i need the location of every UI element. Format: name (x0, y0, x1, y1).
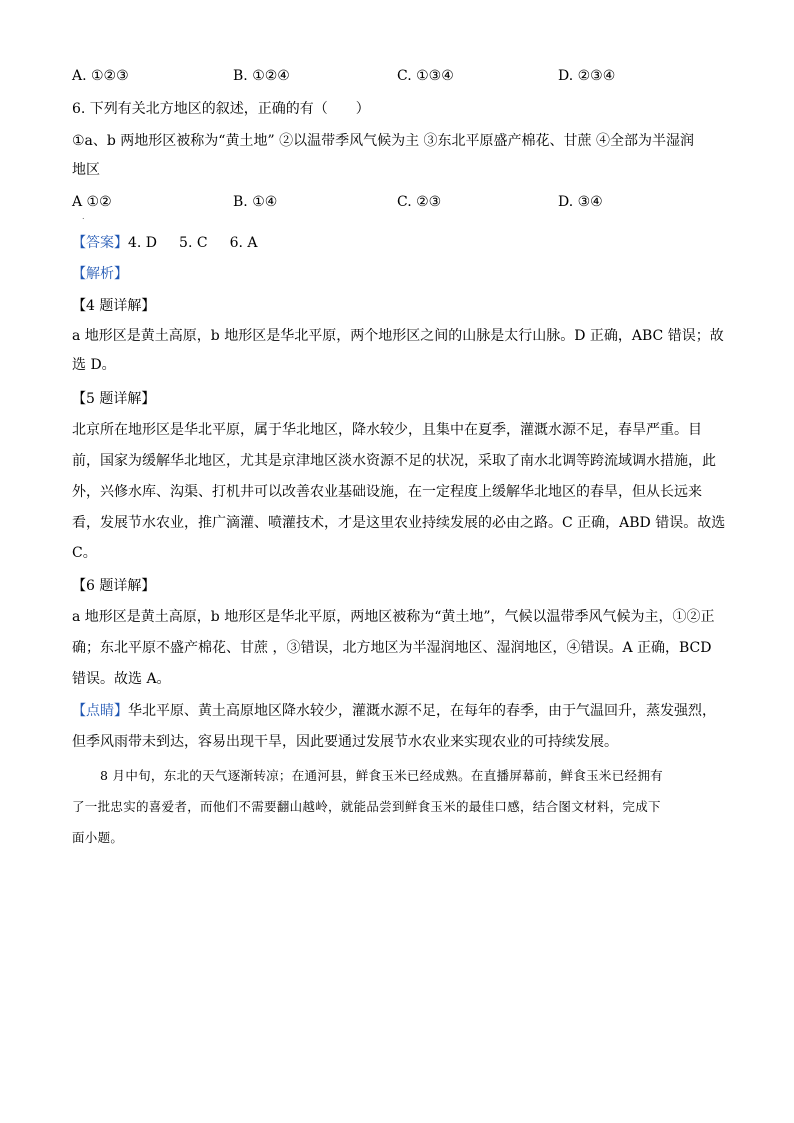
q6-option-d: D. ③④ (558, 194, 603, 210)
q6-detail-line: a 地形区是黄土高原，b 地形区是华北平原，两地区被称为“黄土地”，气候以温带季风气候为主，①②正 (72, 609, 715, 625)
q5-line: 外，兴修水库、沟渠、打机井可以改善农业基础设施，在一定程度上缓解华北地区的春旱，但从长远来 (72, 484, 702, 500)
passage-line: 了一批忠实的喜爱者，而他们不需要翻山越岭，就能品尝到鲜食玉米的最佳口感，结合图文材料，完成下 (72, 799, 661, 814)
tip-line (72, 701, 716, 721)
q5-line: C。 (72, 545, 97, 561)
q5-option-d: D. ②③④ (558, 68, 616, 84)
q6-detail-heading: 【6 题详解】 (72, 578, 156, 594)
q5-option-b: B. ①②④ (233, 68, 290, 84)
q5-line: 看，发展节水农业，推广滴灌、喷灌技术，才是这里农业持续发展的必由之路。C 正确，ABD 错误。故选 (72, 515, 726, 531)
q5-line: 北京所在地形区是华北平原，属于华北地区，降水较少，且集中在夏季，灌溉水源不足，春旱严重。目 (72, 422, 702, 438)
q5-option-c: C. ①③④ (397, 68, 454, 84)
analysis-label: 【解析】 (72, 266, 128, 282)
answer-item: 6. A (229, 235, 258, 251)
passage-line: 面小题。 (72, 830, 124, 845)
answer-line (72, 233, 258, 253)
answer-item: 5. C (179, 235, 208, 251)
tip-text: 华北平原、黄土高原地区降水较少，灌溉水源不足，在每年的春季，由于气温回升，蒸发强烈， (128, 703, 716, 719)
tip-line: 但季风雨带未到达，容易出现干旱，因此要通过发展节水农业来实现农业的可持续发展。 (72, 734, 618, 750)
q5-line: 前，国家为缓解华北地区，尤其是京津地区淡水资源不足的状况，采取了南水北调等跨流域调水措施，此 (72, 453, 716, 469)
tip-label: 【点睛】 (72, 703, 128, 719)
q6-statements-line1: ①a、b 两地形区被称为“黄土地” ②以温带季风气候为主 ③东北平原盛产棉花、甘蔗 ④全部为半湿润 (72, 133, 694, 149)
answer-item: 4. D (128, 235, 158, 251)
q6-option-a: A ①② (72, 194, 112, 210)
answer-label: 【答案】 (72, 235, 128, 251)
passage-line: 8 月中旬，东北的天气逐渐转凉；在通河县，鲜食玉米已经成熟。在直播屏幕前，鲜食玉米已经拥有 (100, 768, 663, 783)
q4-line: 选 D。 (72, 357, 116, 373)
q6-statements-line2: 地区 (72, 162, 100, 178)
q6-detail-line: 确；东北平原不盛产棉花、甘蔗 ，③错误，北方地区为半湿润地区、湿润地区，④错误。A 正确，BCD (72, 640, 712, 656)
q5-option-a: A. ①②③ (72, 68, 129, 84)
q5-heading: 【5 题详解】 (72, 391, 156, 407)
q4-line: a 地形区是黄土高原，b 地形区是华北平原，两个地形区之间的山脉是太行山脉。D 正确，ABC 错误；故 (72, 328, 724, 344)
q4-heading: 【4 题详解】 (72, 298, 156, 314)
stray-dot: . (82, 212, 85, 221)
q6-stem: 6. 下列有关北方地区的叙述，正确的有（ ） (72, 101, 370, 117)
q6-option-b: B. ①④ (233, 194, 278, 210)
q6-option-c: C. ②③ (397, 194, 442, 210)
q6-detail-line: 错误。故选 A。 (72, 671, 171, 687)
